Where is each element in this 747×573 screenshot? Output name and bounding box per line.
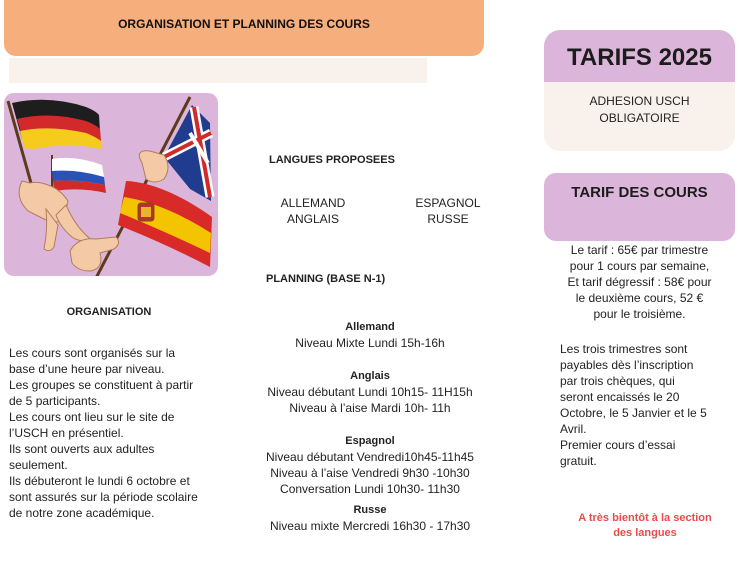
organisation-line: Les cours ont lieu sur le site de — [9, 410, 175, 424]
organisation-line: sont assurés sur la période scolaire — [9, 490, 198, 504]
organisation-line: l’USCH en présentiel. — [9, 426, 124, 440]
langues-heading: LANGUES PROPOSEES — [269, 154, 395, 166]
header-subband — [9, 58, 427, 83]
planning-russe — [240, 503, 500, 534]
adhesion-line: ADHESION USCH — [589, 94, 690, 108]
organisation-line: base d’une heure par niveau. — [9, 362, 165, 376]
price-line: pour le troisième. — [593, 307, 686, 321]
price-line: Le tarif : 65€ par trimestre — [570, 243, 709, 257]
payment-info — [560, 341, 740, 469]
adhesion-line: OBLIGATOIRE — [599, 111, 680, 125]
planning-anglais — [240, 369, 500, 416]
price-line: Et tarif dégressif : 58€ pour — [567, 275, 712, 289]
payment-line: payables dès l’inscription — [560, 358, 694, 372]
langue-item: ESPAGNOL — [415, 196, 481, 210]
planning-language-name: Anglais — [350, 370, 390, 382]
langue-item: ANGLAIS — [286, 212, 340, 226]
payment-line: Octobre, le 5 Janvier et le 5 — [560, 406, 707, 420]
payment-line: par trois chèques, qui — [560, 374, 675, 388]
price-line: pour 1 cours par semaine, — [569, 259, 710, 273]
planning-slot: Conversation Lundi 10h30- 11h30 — [280, 482, 460, 496]
page-title: ORGANISATION ET PLANNING DES COURS — [118, 17, 370, 31]
planning-slot: Niveau à l’aise Mardi 10h- 11h — [289, 401, 451, 415]
planning-slot: Niveau Mixte Lundi 15h-16h — [295, 336, 445, 350]
closing-line: des langues — [613, 527, 677, 539]
spain-flag-icon — [118, 181, 212, 267]
planning-language-name: Allemand — [345, 321, 395, 333]
tarif-cours-card — [544, 173, 735, 241]
planning-heading: PLANNING (BASE N-1) — [266, 273, 386, 285]
langues-col-1 — [262, 195, 364, 227]
organisation-line: Les cours sont organisés sur la — [9, 346, 176, 360]
tarifs-title: TARIFS 2025 — [567, 44, 712, 71]
organisation-line: Ils débuteront le lundi 6 octobre et — [9, 474, 190, 488]
planning-allemand — [240, 320, 500, 351]
organisation-line: Ils sont ouverts aux adultes — [9, 442, 155, 456]
payment-line: Les trois trimestres sont — [560, 342, 688, 356]
flags-svg — [4, 93, 218, 276]
langue-item: RUSSE — [427, 212, 469, 226]
planning-slot: Niveau débutant Lundi 10h15- 11H15h — [267, 385, 473, 399]
planning-slot: Niveau mixte Mercredi 16h30 - 17h30 — [269, 519, 471, 533]
payment-line: gratuit. — [560, 454, 597, 468]
langues-col-2 — [398, 195, 498, 227]
flags-illustration — [4, 93, 218, 276]
planning-espagnol — [240, 434, 500, 497]
closing-message — [555, 511, 735, 541]
payment-line: seront encaissés le 20 — [560, 390, 680, 404]
langue-item: ALLEMAND — [280, 196, 346, 210]
price-line: le deuxième cours, 52 € — [575, 291, 704, 305]
organisation-line: de 5 participants. — [9, 394, 101, 408]
closing-line: A très bientôt à la section — [578, 512, 712, 524]
payment-line: Avril. — [560, 422, 587, 436]
organisation-line: seulement. — [9, 458, 68, 472]
planning-language-name: Espagnol — [345, 435, 395, 447]
planning-slot: Niveau à l’aise Vendredi 9h30 -10h30 — [270, 466, 470, 480]
organisation-line: Les groupes se constituent à partir — [9, 378, 194, 392]
planning-language-name: Russe — [353, 504, 387, 516]
tarif-prices — [549, 242, 730, 322]
organisation-line: de notre zone académique. — [9, 506, 155, 520]
tarif-cours-title: TARIF DES COURS — [571, 184, 708, 201]
planning-slot: Niveau débutant Vendredi10h45-11h45 — [266, 450, 474, 464]
organisation-heading: ORGANISATION — [66, 306, 152, 318]
payment-line: Premier cours d’essai — [560, 438, 676, 452]
tarifs-card — [544, 30, 735, 151]
organisation-text — [9, 345, 219, 521]
